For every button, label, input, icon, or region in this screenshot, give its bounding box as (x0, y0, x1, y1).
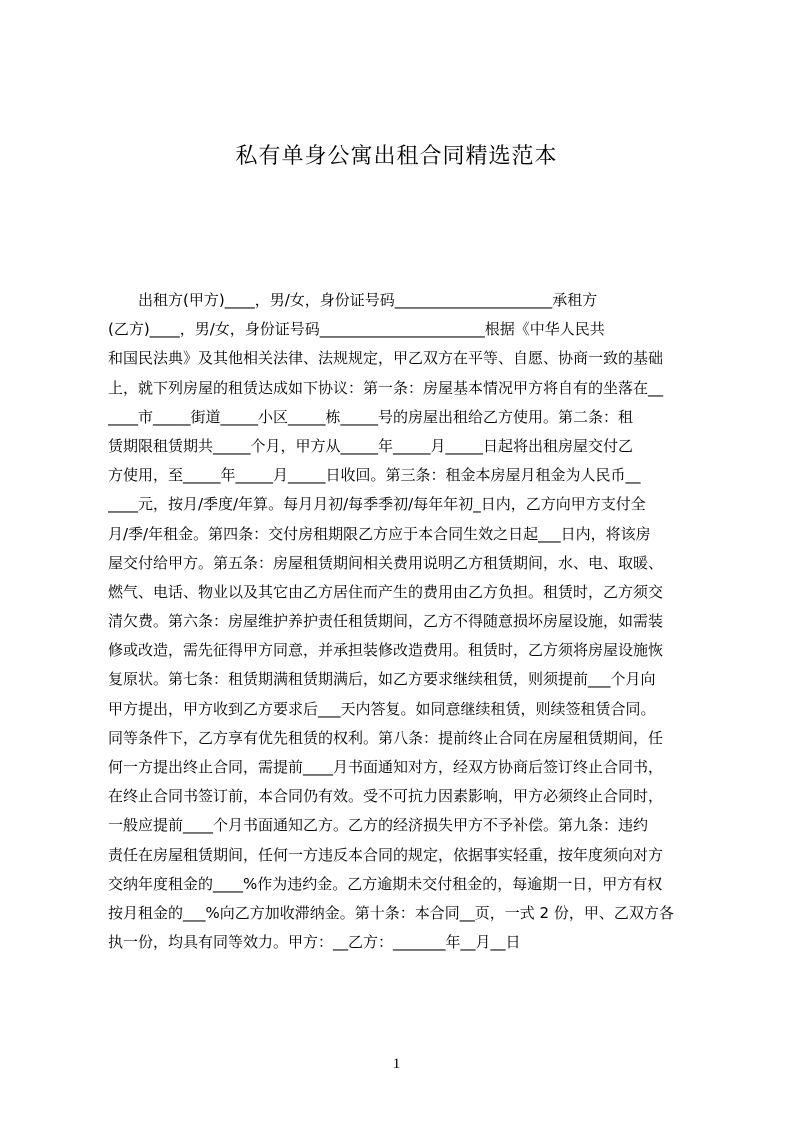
page-number: 1 (392, 1056, 401, 1072)
body-line: 责任在房屋租赁期间，任何一方违反本合同的规定，依据事实轻重，按年度须向对方 (108, 845, 664, 864)
body-line: 上，就下列房屋的租赁达成如下协议：第一条：房屋基本情况甲方将自有的坐落在__ (108, 378, 664, 397)
document-title: 私有单身公寓出租合同精选范本 (235, 144, 558, 169)
body-line: (乙方)____，男/女，身份证号码______________________根据《中华人民共 (108, 320, 605, 339)
body-line: 修或改造，需先征得甲方同意，并承担装修改造费用。租赁时，乙方须将房屋设施恢 (108, 641, 664, 660)
body-line: 何一方提出终止合同，需提前____月书面通知对方，经双方协商后签订终止合同书， (108, 758, 664, 776)
body-line: 屋交付给甲方。第五条：房屋租赁期间相关费用说明乙方租赁期间，水、电、取暖、 (108, 553, 664, 572)
body-line: 甲方提出，甲方收到乙方要求后___天内答复。如同意继续租赁，则续签租赁合同。 (108, 699, 656, 718)
body-line: 一般应提前____个月书面通知乙方。乙方的经济损失甲方不予补偿。第九条：违约 (108, 816, 649, 835)
body-line: 月/季/年租金。第四条：交付房租期限乙方应于本合同生效之日起___日内，将该房 (108, 524, 651, 543)
body-line: 同等条件下，乙方享有优先租赁的权利。第八条：提前终止合同在房屋租赁期间，任 (108, 728, 664, 747)
body-line: 交纳年度租金的____%作为违约金。乙方逾期未交付租金的，每逾期一日，甲方有权 (108, 874, 663, 893)
body-line: 出租方(甲方)____，男/女，身份证号码_____________________承租方 (138, 291, 598, 309)
body-line: ____元，按月/季度/年算。每月月初/每季季初/每年年初_日内，乙方向甲方支付全 (108, 495, 646, 514)
body-line: 复原状。第七条：租赁期满租赁期满后，如乙方要求继续租赁，则须提前___个月向 (108, 670, 656, 689)
body-line: 按月租金的___%向乙方加收滞纳金。第十条：本合同__页，一式 2 份，甲、乙双方各 (108, 903, 674, 922)
body-line: 燃气、电话、物业以及其它由乙方居住而产生的费用由乙方负担。租赁时，乙方须交 (108, 582, 664, 601)
body-line: 赁期限租赁期共_____个月，甲方从_____年_____月_____日起将出租房屋交付乙 (108, 436, 634, 455)
body-line: ____市_____街道_____小区_____栋_____号的房屋出租给乙方使用。第二条：租 (108, 407, 634, 426)
body-line: 清欠费。第六条：房屋维护养护责任租赁期间，乙方不得随意损坏房屋设施，如需装 (108, 612, 664, 631)
body-line: 执一份，均具有同等效力。甲方：__乙方：_______年__月__日 (108, 933, 521, 952)
contract-body (108, 286, 699, 957)
body-line: 和国民法典》及其他相关法律、法规规定，甲乙双方在平等、自愿、协商一致的基础 (108, 349, 664, 368)
body-line: 方使用，至_____年_____月_____日收回。第三条：租金本房屋月租金为人民币__ (108, 466, 641, 485)
body-line: 在终止合同书签订前，本合同仍有效。受不可抗力因素影响，甲方必须终止合同时， (108, 787, 664, 806)
